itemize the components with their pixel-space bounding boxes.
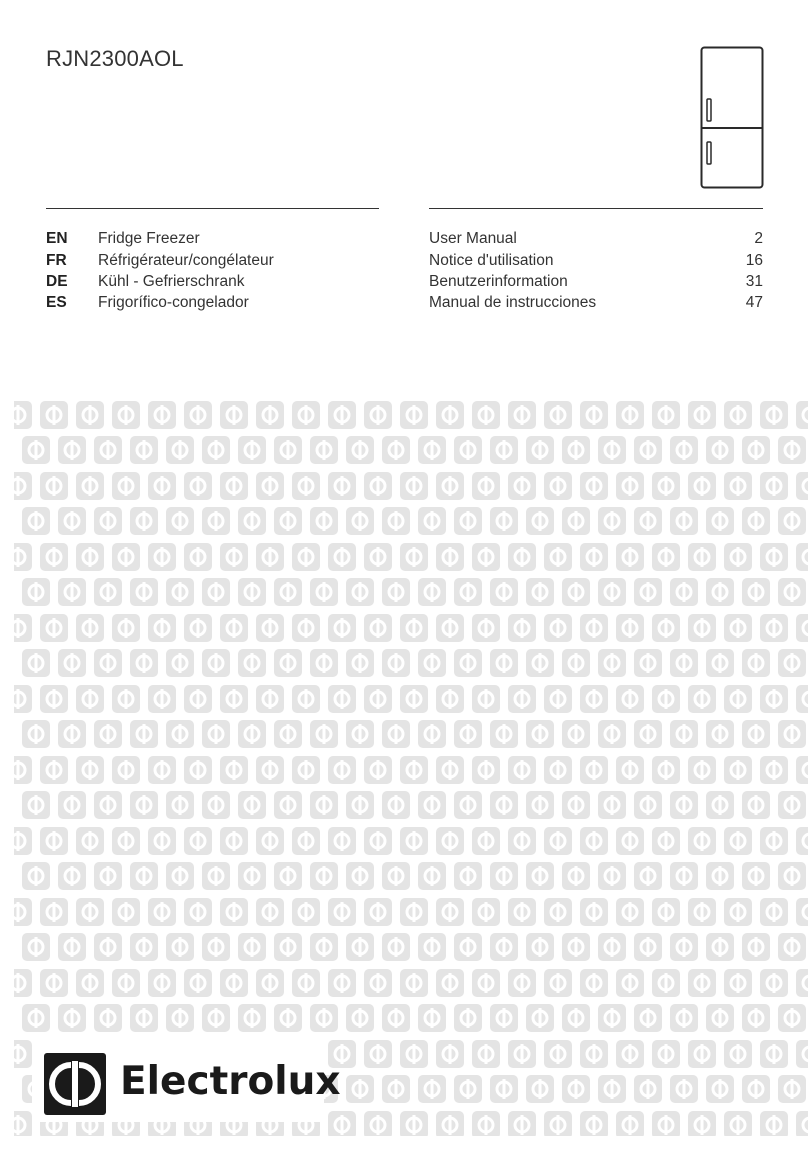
product-name: Fridge Freezer — [98, 230, 200, 247]
language-row-es — [46, 294, 763, 314]
manual-title: User Manual — [429, 230, 517, 247]
product-name: Réfrigérateur/congélateur — [98, 252, 274, 269]
language-row-en — [46, 230, 763, 250]
electrolux-logo-icon — [44, 1053, 106, 1115]
brand-pattern-background — [0, 398, 808, 1136]
manual-title: Benutzerinformation — [429, 273, 568, 290]
page-number: 2 — [754, 230, 763, 247]
language-code: DE — [46, 273, 68, 290]
manual-title: Notice d'utilisation — [429, 252, 554, 269]
product-name: Kühl - Gefrierschrank — [98, 273, 245, 290]
product-name: Frigorífico-congelador — [98, 294, 249, 311]
language-code: EN — [46, 230, 68, 247]
language-code: FR — [46, 252, 67, 269]
page-number: 31 — [745, 273, 763, 290]
language-code: ES — [46, 294, 67, 311]
brand-name: Electrolux — [120, 1059, 341, 1104]
page-number: 47 — [745, 294, 763, 311]
manual-title: Manual de instrucciones — [429, 294, 597, 311]
fridge-freezer-icon — [700, 46, 764, 189]
language-row-fr — [46, 252, 763, 272]
model-number: RJN2300AOL — [46, 46, 184, 71]
divider-right — [429, 208, 763, 209]
divider-left — [46, 208, 379, 209]
page-number: 16 — [745, 252, 763, 269]
language-row-de — [46, 273, 763, 293]
